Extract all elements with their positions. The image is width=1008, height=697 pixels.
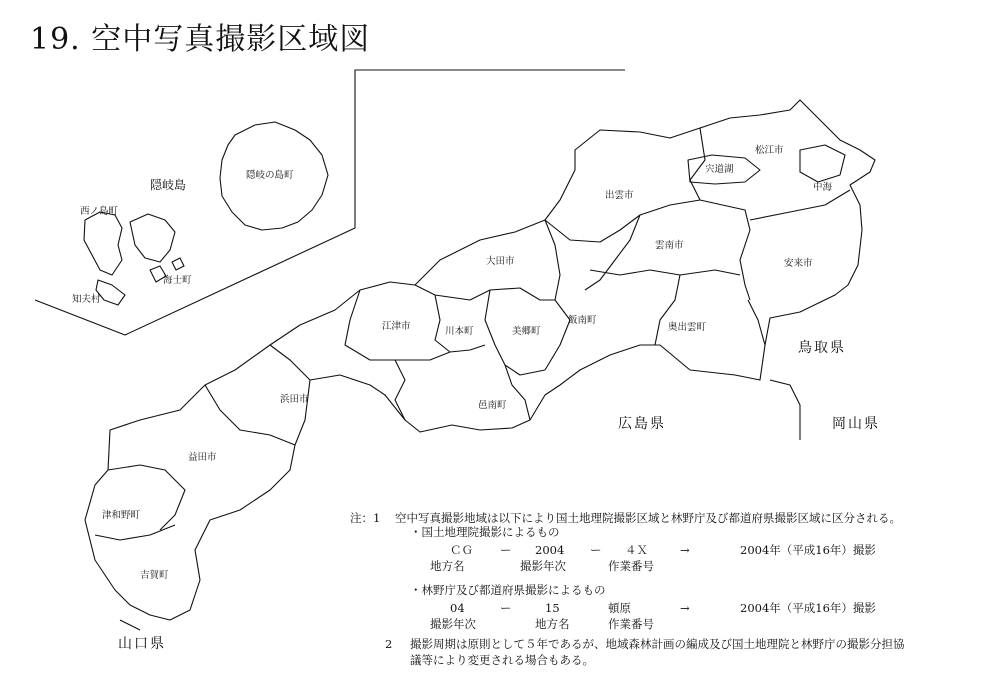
gsi-work-no: ４Ｘ (625, 543, 648, 557)
label-yamaguchi: 山口県 (118, 636, 166, 652)
forest-area: 15 (545, 601, 560, 615)
label-nishinoshima: 西ノ島町 (80, 206, 119, 217)
label-oda: 大田市 (486, 256, 515, 267)
forest-label-year: 撮影年次 (430, 617, 476, 631)
label-oki-island: 隠岐島 (150, 178, 187, 192)
boundary-matsue-yasugi (750, 190, 850, 220)
label-tsuwano: 津和野町 (102, 510, 141, 521)
boundary-iinan-okuizumo (590, 270, 740, 275)
label-misato: 美郷町 (512, 326, 541, 337)
boundary-okuizumo-west (655, 275, 680, 345)
border-tottori-okayama (770, 380, 800, 440)
boundary-izumo-east (690, 128, 705, 200)
forest-label-region: 地方名 (535, 617, 570, 631)
boundary-kawamoto (435, 295, 485, 352)
forest-label-work: 作業番号 (608, 617, 654, 631)
gsi-dash-1: ー (500, 543, 512, 557)
gsi-result: 2004年（平成16年）撮影 (740, 543, 876, 557)
label-izumo: 出雲市 (605, 190, 634, 201)
gsi-year: 2004 (535, 543, 565, 557)
gsi-code: ＣＧ (450, 543, 473, 557)
nishinoshima-outline (84, 212, 122, 275)
forest-year: 04 (450, 601, 465, 615)
gsi-heading: ・国土地理院撮影によるもの (410, 525, 560, 539)
label-iinan: 飯南町 (568, 315, 597, 326)
label-ama: 海士町 (163, 275, 192, 286)
label-shinjiko: 宍道湖 (705, 164, 734, 175)
label-yasugi: 安来市 (784, 258, 813, 269)
forest-result: 2004年（平成16年）撮影 (740, 601, 876, 615)
gsi-label-region: 地方名 (430, 559, 465, 573)
label-unnan: 雲南市 (655, 240, 684, 251)
gsi-arrow: → (680, 543, 690, 557)
label-hiroshima: 広島県 (618, 416, 666, 432)
label-matsue: 松江市 (755, 145, 784, 156)
note-2-text-2: 議等により変更される場合もある。 (410, 653, 594, 667)
forest-arrow: → (680, 601, 690, 615)
gsi-dash-2: ー (590, 543, 602, 557)
forest-heading: ・林野庁及び都道府県撮影によるもの (410, 583, 606, 597)
note-1-text: 空中写真撮影地域は以下により国土地理院撮影区域と林野庁及び都道府県撮影区域に区分される。 (395, 511, 901, 525)
label-chibu: 知夫村 (72, 294, 101, 305)
label-yoshika: 吉賀町 (140, 570, 169, 581)
nakanoshima-outline (130, 214, 175, 262)
label-okuizumo: 奥出雲町 (668, 322, 707, 333)
label-okinoshima: 隠岐の島町 (246, 170, 294, 181)
boundary-yasugi-okuizumo (748, 300, 765, 345)
forest-work-no: 頓原 (608, 601, 631, 615)
boundary-hamada-gotsu (270, 345, 310, 380)
label-hamada: 浜田市 (280, 394, 309, 405)
label-nakaumi: 中海 (813, 182, 833, 193)
boundary-oda-east (545, 220, 560, 300)
border-yamaguchi (120, 620, 140, 630)
small-isle-a (172, 258, 184, 270)
forest-dash: ー (500, 601, 512, 615)
note-2-text-1: 撮影周期は原則として５年であるが、地域森林計画の編成及び国土地理院と林野庁の撮影分担協 (410, 637, 905, 651)
gsi-label-year: 撮影年次 (520, 559, 566, 573)
label-onan: 邑南町 (478, 400, 507, 411)
gsi-label-work: 作業番号 (608, 559, 654, 573)
oki-inset-frame (35, 70, 625, 335)
nakaumi-lake (800, 145, 845, 182)
label-okayama: 岡山県 (832, 416, 880, 432)
note-2-number: 2 (385, 637, 393, 651)
boundary-izumo-unnan (545, 200, 750, 300)
note-1-number: 注：1 (350, 511, 381, 525)
label-gotsu: 江津市 (382, 321, 411, 332)
label-masuda: 益田市 (188, 452, 217, 463)
label-tottori: 鳥取県 (798, 340, 846, 356)
boundary-onan-north (395, 360, 405, 420)
label-kawamoto: 川本町 (445, 326, 474, 337)
boundary-iinan-west (545, 300, 570, 370)
boundary-unnan-okuizumo (585, 215, 640, 290)
page-title: 19. 空中写真撮影区域図 (30, 22, 371, 57)
